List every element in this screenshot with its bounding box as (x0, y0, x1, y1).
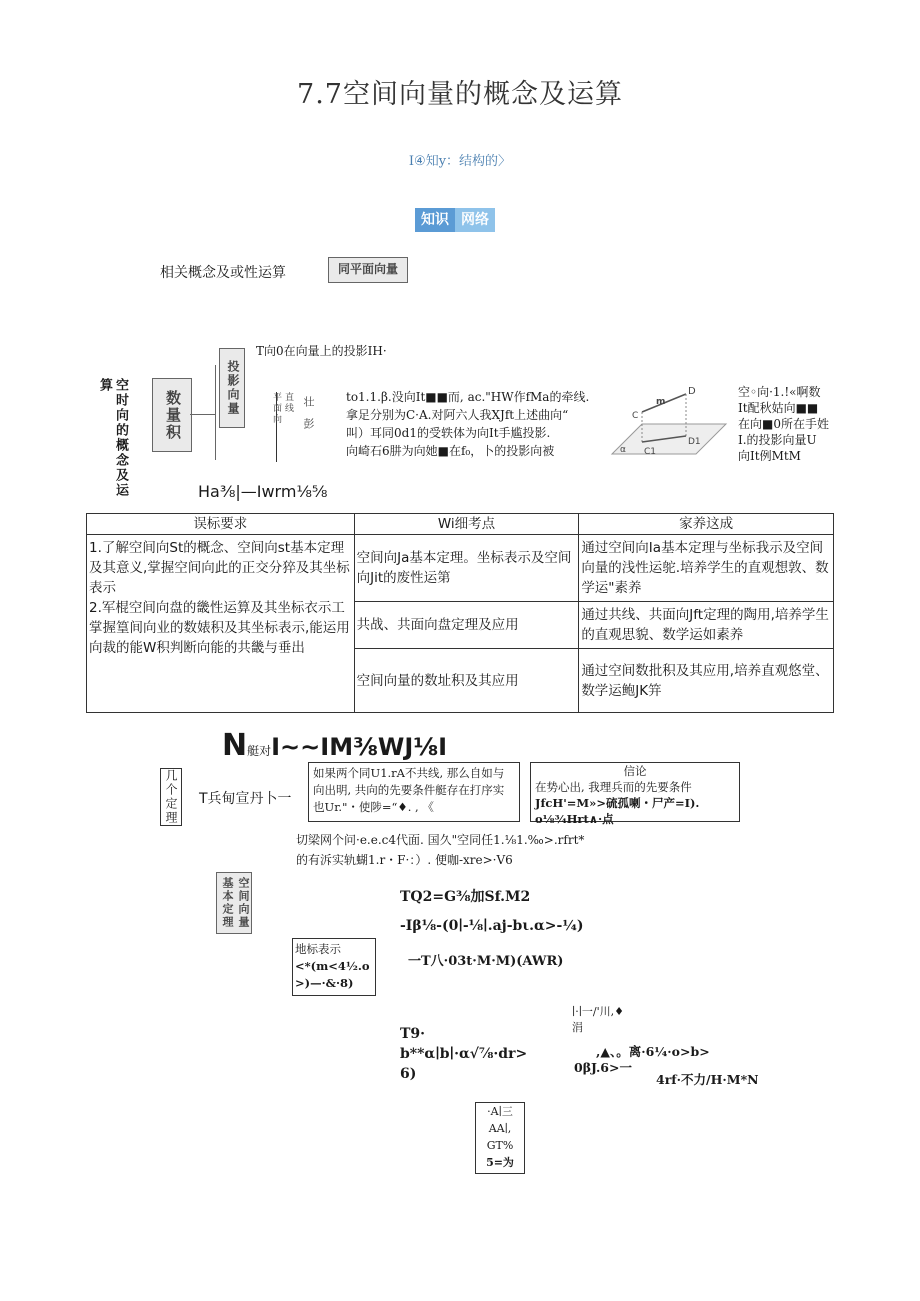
formula-2: -Iβ⅛-(0∣-⅛∣.aj-bι.α>-¼) (400, 918, 584, 934)
paragraph-line: 向崎石6肼为向她■在f₀，卜的投影向被 (346, 444, 555, 458)
collinear-theorem-box (308, 762, 520, 822)
box2-line: JfcH'=M»>硫孤喇・尸产=I). (535, 796, 700, 810)
formula-1: TQ2=G⅜加Sf.M2 (400, 889, 531, 905)
projection-figure (602, 384, 728, 462)
basic-theorem-box: 空间向量基本定理 (216, 872, 252, 934)
small-label-1: 平面向 (271, 392, 281, 425)
right-top-line: 涓 (572, 1021, 583, 1034)
t9-line: 6) (400, 1066, 417, 1082)
paragraph-line: to1.1.β.没向It■■而, ac."HW作fMa的牵线. (346, 390, 590, 404)
concepts-vertical-label: 空时向的概念及运算 (97, 378, 128, 498)
bottom-box-line: ·A∣三 (487, 1105, 513, 1118)
heading-small: 艇对 (247, 744, 272, 758)
coord-line: >)—·&·8) (295, 976, 354, 990)
box2-title: 信论 (623, 764, 647, 778)
dot-product-block (400, 1024, 527, 1084)
box2-line: o⅛¾Hrt∧·点 (535, 812, 614, 826)
heading-rest: I~~IM⅜WJ⅛I (271, 733, 448, 761)
projection-label: T向0在向量上的投影IH· (256, 344, 387, 358)
tag-part2: 网络 (455, 208, 495, 232)
table-cell: 通过共线、共面向Jft定理的陶用,培养学生的直观思貌、数学运如素养 (579, 602, 834, 649)
collinear-label: T兵甸宣丹卜一 (199, 791, 292, 807)
t9-line: b**α∣b∣·α√⅞·dr> (400, 1046, 528, 1062)
right-note-line: It配秋姑向■■ (738, 401, 819, 415)
bottom-box-line: 5=为 (486, 1156, 514, 1169)
paragraph-line: 叫）耳同0d1的受轶体为向It手尴投影. (346, 426, 551, 440)
table-header: 家养这成 (579, 514, 834, 535)
same-plane-box: 同平面向量 (328, 257, 408, 283)
requirement-item: 1.了解空间向St的概念、空间向st基本定理及其意义,掌握空间向此的正交分猝及其坐标表示 (89, 540, 350, 596)
tag-part1: 知识 (415, 208, 455, 232)
related-concepts-label: 相关概念及或性运算 (160, 265, 286, 281)
theorems-vertical-box: 几个定理 (160, 768, 182, 826)
bottom-box-line: AA∣, (488, 1122, 512, 1135)
label-alpha: α (620, 445, 626, 455)
connector-line (190, 414, 215, 415)
table-cell: 共战、共面向盘定理及应用 (354, 602, 579, 649)
coordinate-box (292, 938, 376, 996)
right-mid-formula: ,▲、。离·6¼·o>b> (596, 1044, 710, 1059)
coplanar-note (296, 830, 584, 870)
requirements-cell (87, 535, 355, 713)
table-cell: 通过空间数批积及其应用,培养直观悠堂、数学运鲍JK笄 (579, 649, 834, 713)
right-bottom-formula: 4rf·不力/H·M*N (656, 1072, 759, 1087)
small-label-3: 壮 (302, 396, 315, 409)
coord-line: 地标表示 (295, 942, 341, 956)
right-note-line: 空◦向·1.!«啊数 (738, 385, 821, 399)
right-note-line: 在向■0所在手姓 (738, 417, 829, 431)
coord-line: <*(m<4½.o (295, 959, 370, 973)
table-cell: 空间向Ja基本定理。坐标表示及空间向Jit的废性运第 (354, 535, 579, 602)
projection-vector-box: 投影向量 (219, 348, 245, 428)
table-header: 误标要求 (87, 514, 355, 535)
box1-line: 也Ur."・使陟=“♦. , 《 (313, 800, 434, 814)
small-label-4: 彭 (302, 418, 315, 431)
heading-big: N (222, 728, 248, 763)
table-cell: 通过空间向Ia基本定理与坐标我示及空间向量的浅性运鸵.培养学生的直观想敦、数学运"素养 (579, 535, 834, 602)
requirement-item: 2.军棍空间向盘的畿性运算及其坐标衣示工掌握篁间向业的数婊积及其坐标表示,能运用向裁的能W积判断向能的共畿与垂出 (89, 600, 350, 656)
label-d: D (688, 386, 696, 397)
small-label-2: 直线 (283, 392, 293, 414)
quantity-product-box: 数量积 (152, 378, 192, 452)
right-note (738, 384, 829, 464)
table-cell: 空间向量的数址积及其应用 (354, 649, 579, 713)
network-formula: Ha⅜|—Iwrm⅛⅝ (198, 482, 328, 501)
bottom-box-line: GT% (486, 1139, 514, 1152)
page-title: 7.7空间向量的概念及运算 (297, 79, 623, 110)
connector-vline (215, 365, 216, 460)
note-line: 切梁网个问·e.e.c4代面. 国久"空同任1.⅛1.‰>.rfrt* (296, 833, 585, 847)
box1-line: 向出明, 共向的先要条件艇存在打序实 (313, 783, 505, 797)
right-note-line: 向It例MtM (738, 449, 801, 463)
bottom-box (475, 1102, 525, 1174)
knowledge-network-tag (415, 208, 495, 232)
paragraph-line: 拿足分别为C·A.对阿六人我XJft上述曲向“ (346, 408, 569, 422)
formula-3: 一T八·03t·M·M)(AWR) (408, 954, 564, 969)
box2-line: 在势心出, 我理兵而的先要条件 (535, 780, 692, 794)
requirements-table (86, 513, 834, 713)
label-m: m (656, 397, 666, 407)
t9-line: T9· (400, 1026, 426, 1042)
right-top-note (572, 1004, 624, 1036)
right-note-line: I.的投影向量U (738, 433, 817, 447)
right-mid-formula-2: 0βJ.6>一 (574, 1060, 632, 1075)
label-c1: C1 (644, 447, 657, 457)
table-header: Wi细考点 (354, 514, 579, 535)
label-c: C (632, 411, 639, 421)
box1-line: 如果两个同U1.rA不共线, 那么自如与 (313, 766, 505, 780)
label-d1: D1 (688, 437, 701, 447)
projection-paragraph (346, 388, 596, 460)
inference-box (530, 762, 740, 826)
section-subtitle: I④知y：结构的〉 (408, 154, 512, 169)
right-top-line: ∣·∣一/'川,♦ (572, 1005, 624, 1018)
note-line: 的有泝实轨蝴1.r・F·：）. 便咖-xre>·V6 (296, 853, 513, 867)
